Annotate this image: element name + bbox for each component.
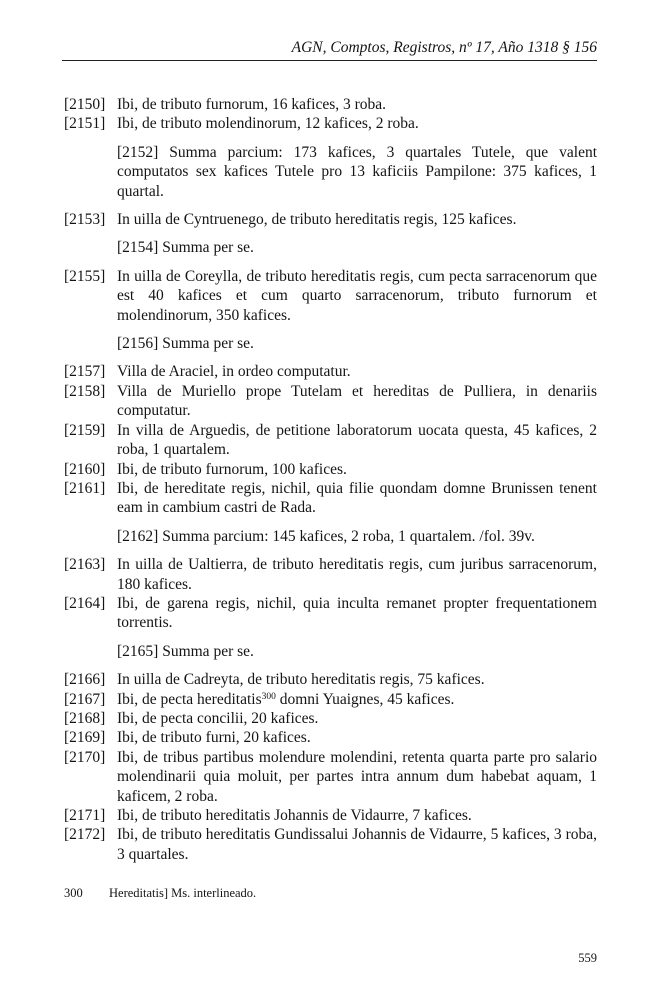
entry-2154 — [64, 238, 597, 257]
entry-number: [2159] — [64, 421, 106, 439]
entry-number: [2162] — [117, 527, 159, 545]
entry-2168 — [64, 709, 597, 728]
entry-2162 — [64, 527, 597, 546]
entry-number: [2156] — [117, 335, 159, 353]
entry-2156 — [64, 334, 597, 353]
entry-2167 — [64, 690, 597, 709]
entry-number: [2163] — [64, 556, 106, 574]
entry-2160 — [64, 460, 597, 479]
entry-number: [2172] — [64, 826, 106, 844]
entry-text: Villa de Muriello prope Tutelam et hereditas de Pulliera, in denariis computatur. — [117, 382, 597, 420]
entry-2161 — [64, 479, 597, 518]
page-number: 559 — [578, 951, 597, 965]
footnote — [64, 885, 597, 901]
footnote-text: Hereditatis] Ms. interlineado. — [109, 886, 257, 900]
running-head: AGN, Comptos, Registros, nº 17, Año 1318 § 156 — [291, 39, 597, 56]
header-rule — [62, 60, 597, 61]
entry-text: In uilla de Cyntruenego, de tributo hereditatis regis, 125 kafices. — [117, 211, 517, 229]
entry-text: Ibi, de tributo molendinorum, 12 kafices, 2 roba. — [117, 115, 419, 133]
entry-text: Ibi, de tribus partibus molendure molendini, retenta quarta parte pro salario molendinarii quia moluit, per partes intra annum dum habebat aquam, 1 kaficem, 2 roba. — [117, 748, 597, 805]
entry-number: [2154] — [117, 239, 159, 257]
entry-text: Villa de Araciel, in ordeo computatur. — [117, 363, 351, 381]
entry-2171 — [64, 806, 597, 825]
entry-text: In uilla de Coreylla, de tributo hereditatis regis, cum pecta sarracenorum que est 40 kafices et cum quarto sarracenorum, tributo furnorum et molendinorum, 350 kafices. — [117, 267, 597, 324]
entry-2158 — [64, 382, 597, 421]
entry-2159 — [64, 421, 597, 460]
entry-2155 — [64, 267, 597, 325]
entry-2150 — [64, 95, 597, 114]
entry-2165 — [64, 642, 597, 661]
entry-text: In villa de Arguedis, de petitione laboratorum uocata questa, 45 kafices, 2 roba, 1 quartalem. — [117, 421, 597, 459]
entry-2153 — [64, 210, 597, 229]
entry-2152 — [64, 143, 597, 201]
entry-text: Ibi, de tributo hereditatis Gundissalui Johannis de Vidaurre, 5 kafices, 3 roba, 3 quartales. — [117, 826, 597, 863]
entry-number: [2151] — [64, 115, 106, 133]
entry-number: [2161] — [64, 479, 106, 497]
footnote-reference: 300 — [261, 691, 276, 702]
entry-number: [2153] — [64, 211, 106, 229]
entry-text: Ibi, de hereditate regis, nichil, quia filie quondam domne Brunissen tenent eam in cambium castri de Rada. — [117, 479, 597, 517]
entry-2157 — [64, 362, 597, 381]
entry-2170 — [64, 748, 597, 806]
entry-2169 — [64, 728, 597, 747]
entry-text: Ibi, de pecta hereditatis — [117, 690, 262, 708]
entry-text: Ibi, de garena regis, nichil, quia inculta remanet propter frequentationem torrentis. — [117, 594, 597, 632]
entry-2151 — [64, 114, 597, 133]
entry-text: Summa parcium: 173 kafices, 3 quartales Tutele, que valent computatos sex kafices Tutele pro 13 kaficiis Pampilone: 375 kafices, 1 quartal. — [117, 143, 598, 200]
entry-text: Summa parcium: 145 kafices, 2 roba, 1 quartalem. /fol. 39v. — [162, 527, 535, 545]
entry-text: Summa per se. — [162, 335, 254, 353]
entry-number: [2171] — [64, 807, 106, 824]
entry-2172 — [64, 825, 597, 864]
entries-list — [64, 95, 597, 864]
entry-number: [2150] — [64, 96, 106, 113]
entry-number: [2152] — [117, 143, 159, 161]
entry-number: [2158] — [64, 382, 106, 400]
entry-2164 — [64, 594, 597, 633]
footnote-number: 300 — [64, 886, 83, 900]
entry-text: Ibi, de tributo furnorum, 100 kafices. — [117, 460, 347, 478]
entry-number: [2170] — [64, 748, 106, 766]
entry-2163 — [64, 555, 597, 594]
entry-number: [2157] — [64, 363, 106, 381]
entry-number: [2169] — [64, 729, 106, 747]
entry-number: [2167] — [64, 690, 106, 708]
entry-text: Ibi, de pecta concilii, 20 kafices. — [117, 709, 319, 727]
entry-2166 — [64, 670, 597, 689]
entry-text: In uilla de Cadreyta, de tributo hereditatis regis, 75 kafices. — [117, 671, 485, 689]
entry-text: Ibi, de tributo furni, 20 kafices. — [117, 729, 311, 747]
entry-number: [2160] — [64, 460, 106, 478]
entry-number: [2165] — [117, 642, 159, 660]
entry-text: Summa per se. — [162, 642, 254, 660]
entry-text: Summa per se. — [162, 239, 254, 257]
entry-text: Ibi, de tributo hereditatis Johannis de Vidaurre, 7 kafices. — [117, 807, 472, 824]
entry-text: Ibi, de tributo furnorum, 16 kafices, 3 roba. — [117, 96, 387, 113]
entry-number: [2168] — [64, 709, 106, 727]
entry-text-continued: domni Yuaignes, 45 kafices. — [275, 690, 455, 708]
entry-number: [2155] — [64, 267, 106, 285]
entry-number: [2164] — [64, 594, 106, 612]
entry-text: In uilla de Ualtierra, de tributo hereditatis regis, cum juribus sarracenorum, 180 kafices. — [117, 556, 597, 593]
entry-number: [2166] — [64, 671, 106, 689]
